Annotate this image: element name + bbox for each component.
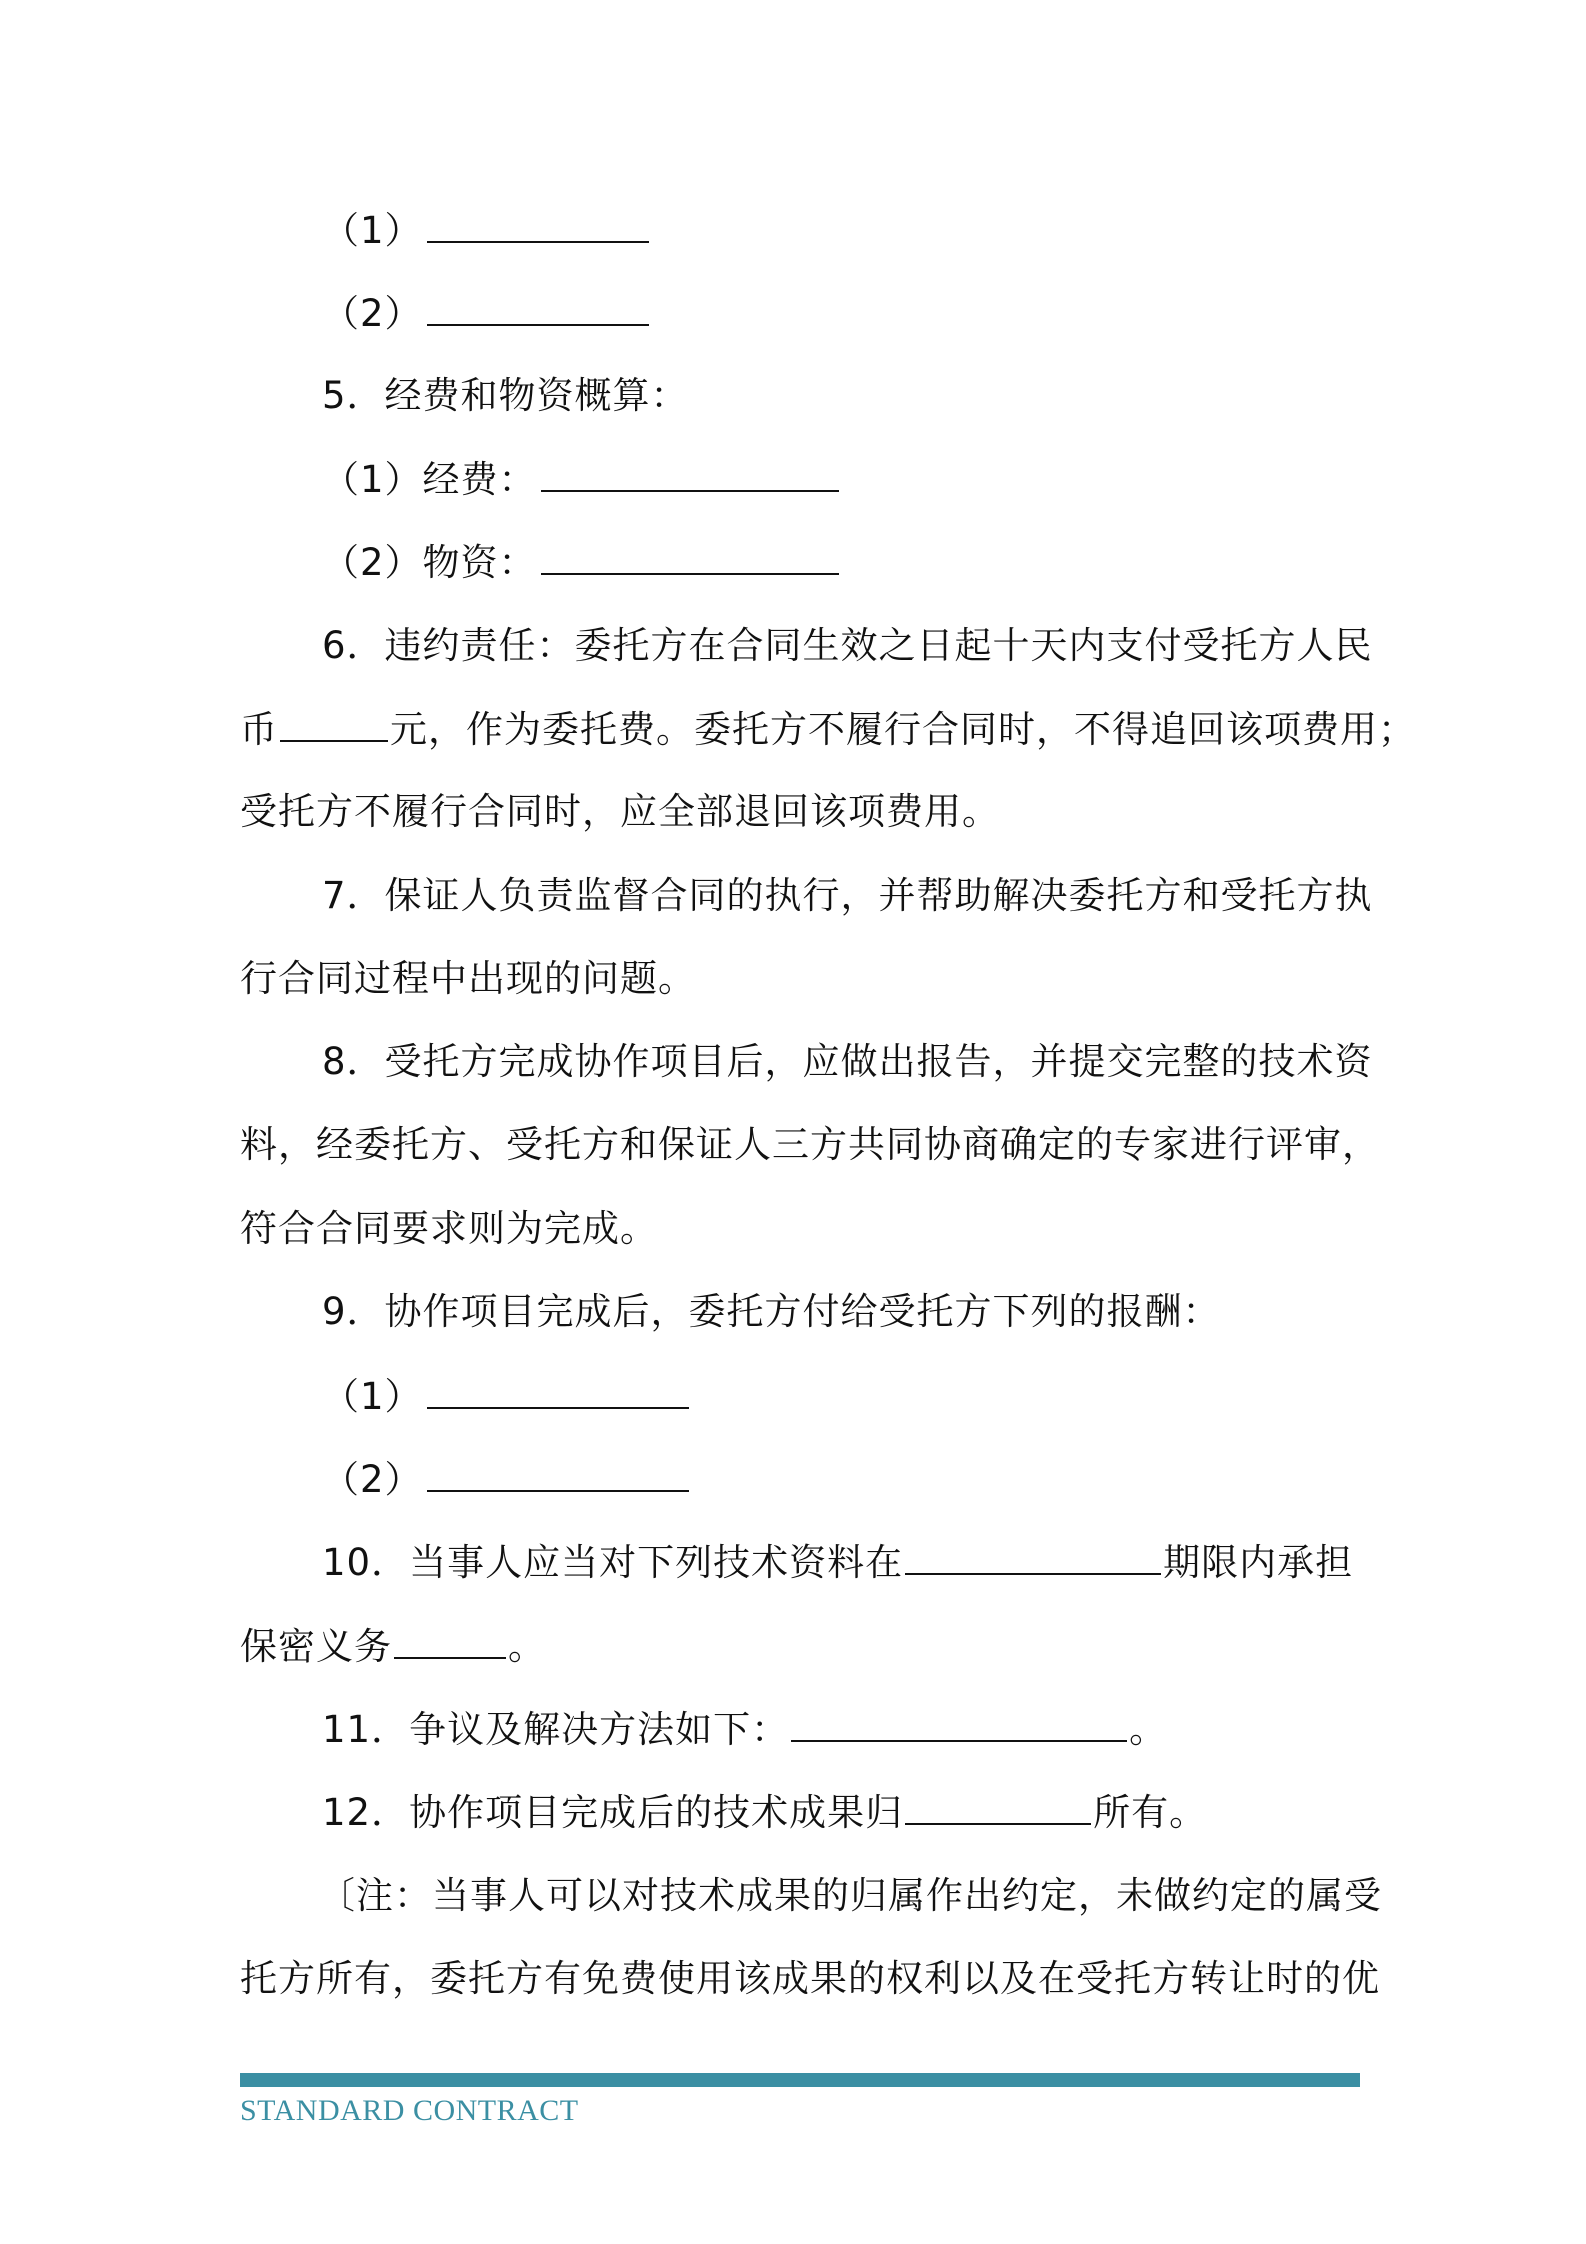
clause-text: 所有。 <box>1093 1791 1208 1834</box>
clause-7-line-2 <box>240 956 1360 1002</box>
clause-8-line-1 <box>322 1039 1442 1085</box>
clause-text: 11．争议及解决方法如下： <box>322 1708 790 1751</box>
clause-text: 8．受托方完成协作项目后，应做出报告，并提交完整的技术资 <box>322 1040 1373 1083</box>
clause-5-funds-line <box>322 456 1442 503</box>
clause-8-line-2 <box>240 1122 1380 1168</box>
item-label: （2） <box>322 292 423 335</box>
item-2-blank-line <box>322 290 1442 337</box>
clause-11-line <box>322 1706 1442 1753</box>
clause-text: 料，经委托方、受托方和保证人三方共同协商确定的专家进行评审， <box>240 1123 1380 1166</box>
clause-text: 符合合同要求则为完成。 <box>240 1207 658 1250</box>
fill-in-blank[interactable] <box>791 1706 1127 1742</box>
clause-text: 保密义务 <box>240 1625 392 1668</box>
fill-in-blank[interactable] <box>280 706 388 742</box>
note-line-1 <box>318 1873 1438 1919</box>
clause-text: 元，作为委托费。委托方不履行合同时，不得追回该项费用； <box>390 708 1416 751</box>
clause-text: 行合同过程中出现的问题。 <box>240 957 696 1000</box>
clause-text: 5．经费和物资概算： <box>322 374 689 417</box>
fill-in-blank[interactable] <box>427 1456 689 1492</box>
fill-in-blank[interactable] <box>427 1373 689 1409</box>
fill-in-blank[interactable] <box>905 1539 1161 1575</box>
item-label: （2） <box>322 1458 423 1501</box>
item-label: （2）物资： <box>322 541 537 584</box>
fill-in-blank[interactable] <box>394 1623 506 1659</box>
fill-in-blank[interactable] <box>427 290 649 326</box>
clause-text: 币 <box>240 708 278 751</box>
clause-text: 9．协作项目完成后，委托方付给受托方下列的报酬： <box>322 1290 1221 1333</box>
note-line-2 <box>240 1956 1380 2002</box>
reward-item-2-line <box>322 1456 1442 1503</box>
clause-text: 12．协作项目完成后的技术成果归 <box>322 1791 904 1834</box>
clause-text: 。 <box>508 1625 546 1668</box>
item-1-blank-line <box>322 207 1442 254</box>
item-label: （1） <box>322 209 423 252</box>
clause-text: 10．当事人应当对下列技术资料在 <box>322 1541 904 1584</box>
clause-9-heading <box>322 1289 1442 1335</box>
clause-6-line-2 <box>240 706 1416 753</box>
clause-7-line-1 <box>322 873 1442 919</box>
fill-in-blank[interactable] <box>541 539 839 575</box>
footer-rule <box>240 2073 1360 2087</box>
reward-item-1-line <box>322 1373 1442 1420</box>
clause-8-line-3 <box>240 1206 1360 1252</box>
footer-label: STANDARD CONTRACT <box>240 2094 579 2127</box>
clause-10-line-2 <box>240 1623 1360 1670</box>
clause-10-line-1 <box>322 1539 1442 1586</box>
fill-in-blank[interactable] <box>427 207 649 243</box>
clause-text: 。 <box>1129 1708 1168 1751</box>
item-label: （1）经费： <box>322 458 537 501</box>
clause-text: 6．违约责任：委托方在合同生效之日起十天内支付受托方人民 <box>322 624 1373 667</box>
clause-text: 7．保证人负责监督合同的执行，并帮助解决委托方和受托方执 <box>322 874 1373 917</box>
item-label: （1） <box>322 1375 423 1418</box>
clause-6-line-3 <box>240 789 1360 835</box>
clause-text: 受托方不履行合同时，应全部退回该项费用。 <box>240 790 1000 833</box>
fill-in-blank[interactable] <box>905 1789 1091 1825</box>
clause-5-materials-line <box>322 539 1442 586</box>
fill-in-blank[interactable] <box>541 456 839 492</box>
note-text: 〔注：当事人可以对技术成果的归属作出约定，未做约定的属受 <box>318 1874 1382 1917</box>
clause-6-line-1 <box>322 623 1442 669</box>
clause-5-heading <box>322 373 1442 419</box>
clause-text: 期限内承担 <box>1163 1541 1354 1584</box>
clause-12-line <box>322 1789 1442 1836</box>
note-text: 托方所有，委托方有免费使用该成果的权利以及在受托方转让时的优 <box>240 1957 1380 2000</box>
